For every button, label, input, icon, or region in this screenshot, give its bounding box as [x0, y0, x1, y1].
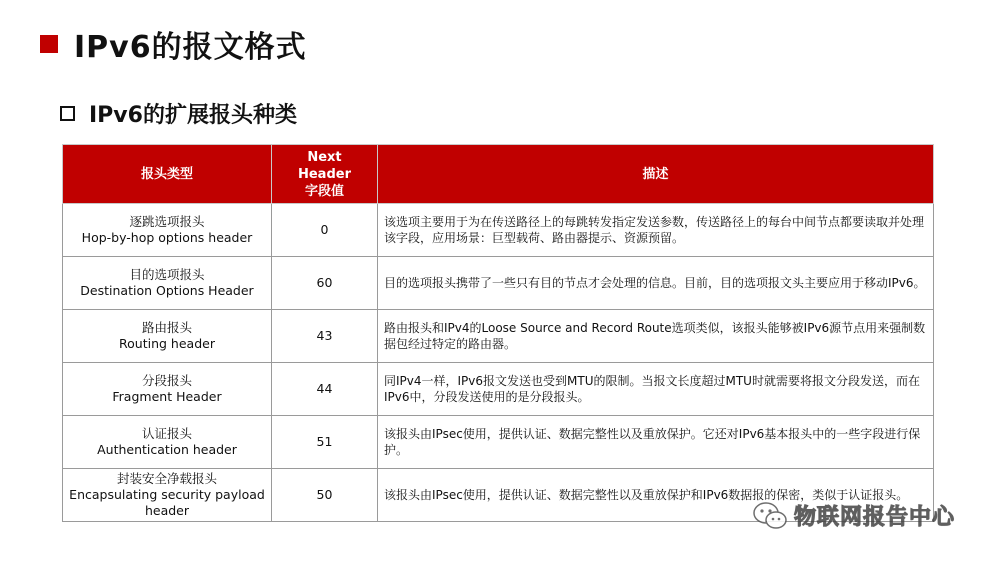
type-cn: 目的选项报头 — [129, 267, 205, 282]
type-en: Routing header — [119, 336, 215, 351]
type-cn: 认证报头 — [141, 426, 192, 441]
next-header-value: 0 — [272, 204, 378, 257]
title-bullet — [40, 35, 58, 53]
type-cell — [63, 416, 272, 469]
slide-title-block — [40, 22, 307, 66]
type-cell — [63, 257, 272, 310]
table-row — [63, 204, 934, 257]
type-cell — [63, 204, 272, 257]
header-desc: 描述 — [378, 145, 934, 204]
table-header-row — [63, 145, 934, 204]
description-cell: 该报头由IPsec使用，提供认证、数据完整性以及重放保护。它还对IPv6基本报头中的一些字段进行保护。 — [378, 416, 934, 469]
extension-header-table — [62, 144, 934, 522]
header-next-line1: Next — [307, 149, 342, 165]
subtitle-block — [60, 98, 297, 129]
description-cell: 路由报头和IPv4的Loose Source and Record Route选项类似，该报头能够被IPv6源节点用来强制数据包经过特定的路由器。 — [378, 310, 934, 363]
next-header-value: 51 — [272, 416, 378, 469]
header-type: 报头类型 — [63, 145, 272, 204]
type-cell — [63, 310, 272, 363]
type-en: Encapsulating security payload — [69, 487, 265, 502]
watermark-text: 物联网报告中心 — [794, 505, 956, 530]
watermark — [752, 500, 955, 531]
table-row — [63, 310, 934, 363]
next-header-value: 60 — [272, 257, 378, 310]
type-cn: 封装安全净载报头 — [116, 471, 217, 486]
slide-subtitle: IPv6的扩展报头种类 — [89, 103, 297, 128]
slide-title: IPv6的报文格式 — [74, 30, 307, 65]
type-cn: 路由报头 — [141, 320, 192, 335]
subtitle-bullet — [60, 106, 75, 121]
type-cn: 分段报头 — [141, 373, 192, 388]
wechat-icon — [752, 501, 788, 531]
description-cell: 同IPv4一样，IPv6报文发送也受到MTU的限制。当报文长度超过MTU时就需要将报文分段发送，而在IPv6中，分段发送使用的是分段报头。 — [378, 363, 934, 416]
description-cell: 该选项主要用于为在传送路径上的每跳转发指定发送参数，传送路径上的每台中间节点都要读取并处理该字段，应用场景：巨型载荷、路由器提示、资源预留。 — [378, 204, 934, 257]
next-header-value: 44 — [272, 363, 378, 416]
table-row — [63, 257, 934, 310]
type-cn: 逐跳选项报头 — [129, 214, 205, 229]
type-en: Destination Options Header — [80, 283, 254, 298]
type-cell — [63, 469, 272, 522]
type-cell — [63, 363, 272, 416]
table-row — [63, 363, 934, 416]
type-en-cont: header — [144, 503, 190, 518]
type-en: Fragment Header — [112, 389, 222, 404]
type-en: Authentication header — [97, 442, 237, 457]
type-en: Hop-by-hop options header — [81, 230, 253, 245]
header-next-header — [272, 145, 378, 204]
next-header-value: 43 — [272, 310, 378, 363]
header-next-line2: Header — [297, 166, 351, 182]
description-cell: 该报头由IPsec使用，提供认证、数据完整性以及重放保护和IPv6数据报的保密，类似于认证报头。 — [378, 469, 934, 522]
header-next-line3: 字段值 — [304, 183, 344, 199]
next-header-value: 50 — [272, 469, 378, 522]
table-row — [63, 416, 934, 469]
description-cell: 目的选项报头携带了一些只有目的节点才会处理的信息。目前，目的选项报文头主要应用于移动IPv6。 — [378, 257, 934, 310]
